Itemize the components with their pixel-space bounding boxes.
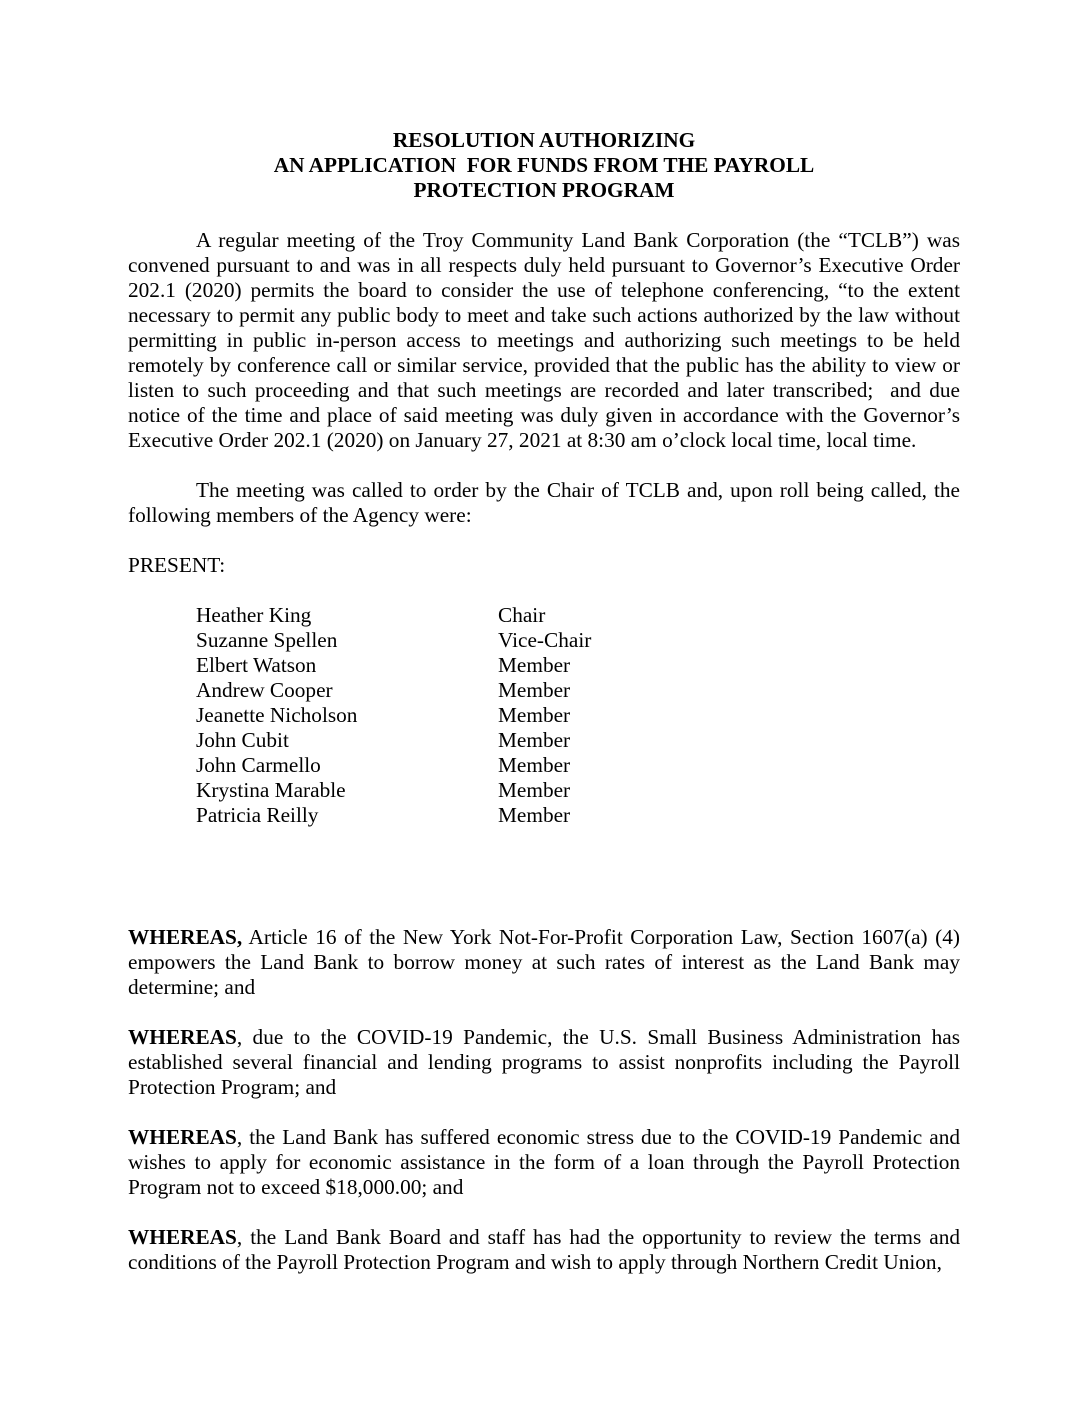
document-title-line-1: RESOLUTION AUTHORIZING <box>392 128 696 152</box>
member-name: Patricia Reilly <box>196 803 319 827</box>
opening-paragraph: A regular meeting of the Troy Community Land Bank Corporation (the “TCLB”) was convened pursuant to and was in all respects duly held pursuant to Governor’s Executive Order 202.1 (2020) permits the board to consider the use of telephone conferencing, “to the extent necessary to permit any public body to meet and take such actions authorized by the law without permitting in public in-person access to meetings and authorizing such meetings to be held remotely by conference call or similar service, provided that the public has the ability to view or listen to such proceeding and that such meetings are recorded and later transcribed; and due notice of the time and place of said meeting was duly given in accordance with the Governor’s Executive Order 202.1 (2020) on January 27, 2021 at 8:30 am o’clock local time, local time. <box>128 228 960 452</box>
whereas-keyword: WHEREAS <box>128 1025 237 1049</box>
whereas-text: , the Land Bank has suffered economic stress due to the COVID-19 Pandemic and wishes to apply for economic assistance in the form of a loan through the Payroll Protection Program not to exceed $18,000.00; and <box>128 1125 960 1199</box>
member-row <box>196 603 960 628</box>
member-role: Member <box>498 678 571 702</box>
member-role: Member <box>498 778 571 802</box>
document-title <box>128 128 960 203</box>
member-row <box>196 703 960 728</box>
member-row <box>196 728 960 753</box>
member-row <box>196 678 960 703</box>
document-title-line-3: PROTECTION PROGRAM <box>413 178 675 202</box>
roll-call-paragraph: The meeting was called to order by the Chair of TCLB and, upon roll being called, the following members of the Agency were: <box>128 478 960 527</box>
member-name: John Cubit <box>196 728 289 752</box>
document-title-line-2: AN APPLICATION FOR FUNDS FROM THE PAYROLL <box>273 153 815 177</box>
member-row <box>196 753 960 778</box>
member-row <box>196 628 960 653</box>
whereas-clause-2 <box>128 1025 960 1100</box>
member-role: Member <box>498 753 571 777</box>
member-row <box>196 653 960 678</box>
member-name: Heather King <box>196 603 312 627</box>
member-name: Suzanne Spellen <box>196 628 338 652</box>
member-role: Vice-Chair <box>498 628 592 652</box>
member-name: Krystina Marable <box>196 778 346 802</box>
members-list <box>196 603 960 828</box>
member-row <box>196 778 960 803</box>
member-name: Elbert Watson <box>196 653 317 677</box>
whereas-keyword: WHEREAS <box>128 1225 237 1249</box>
present-label: PRESENT: <box>128 553 226 577</box>
whereas-text: , the Land Bank Board and staff has had the opportunity to review the terms and conditions of the Payroll Protection Program and wish to apply through Northern Credit Union, <box>128 1225 960 1274</box>
member-role: Member <box>498 803 571 827</box>
whereas-clause-1 <box>128 925 960 1000</box>
member-role: Member <box>498 703 571 727</box>
member-role: Member <box>498 653 571 677</box>
member-role: Chair <box>498 603 546 627</box>
whereas-keyword: WHEREAS <box>128 1125 237 1149</box>
member-name: Andrew Cooper <box>196 678 333 702</box>
member-name: John Carmello <box>196 753 321 777</box>
whereas-clause-3 <box>128 1125 960 1200</box>
member-name: Jeanette Nicholson <box>196 703 358 727</box>
whereas-text: Article 16 of the New York Not-For-Profit Corporation Law, Section 1607(a) (4) empowers the Land Bank to borrow money at such rates of interest as the Land Bank may determine; and <box>128 925 960 999</box>
document-content <box>128 128 960 1275</box>
whereas-clause-4 <box>128 1225 960 1275</box>
member-role: Member <box>498 728 571 752</box>
member-row <box>196 803 960 828</box>
whereas-text: , due to the COVID-19 Pandemic, the U.S. Small Business Administration has established several financial and lending programs to assist nonprofits including the Payroll Protection Program; and <box>128 1025 960 1099</box>
whereas-keyword: WHEREAS, <box>128 925 243 949</box>
